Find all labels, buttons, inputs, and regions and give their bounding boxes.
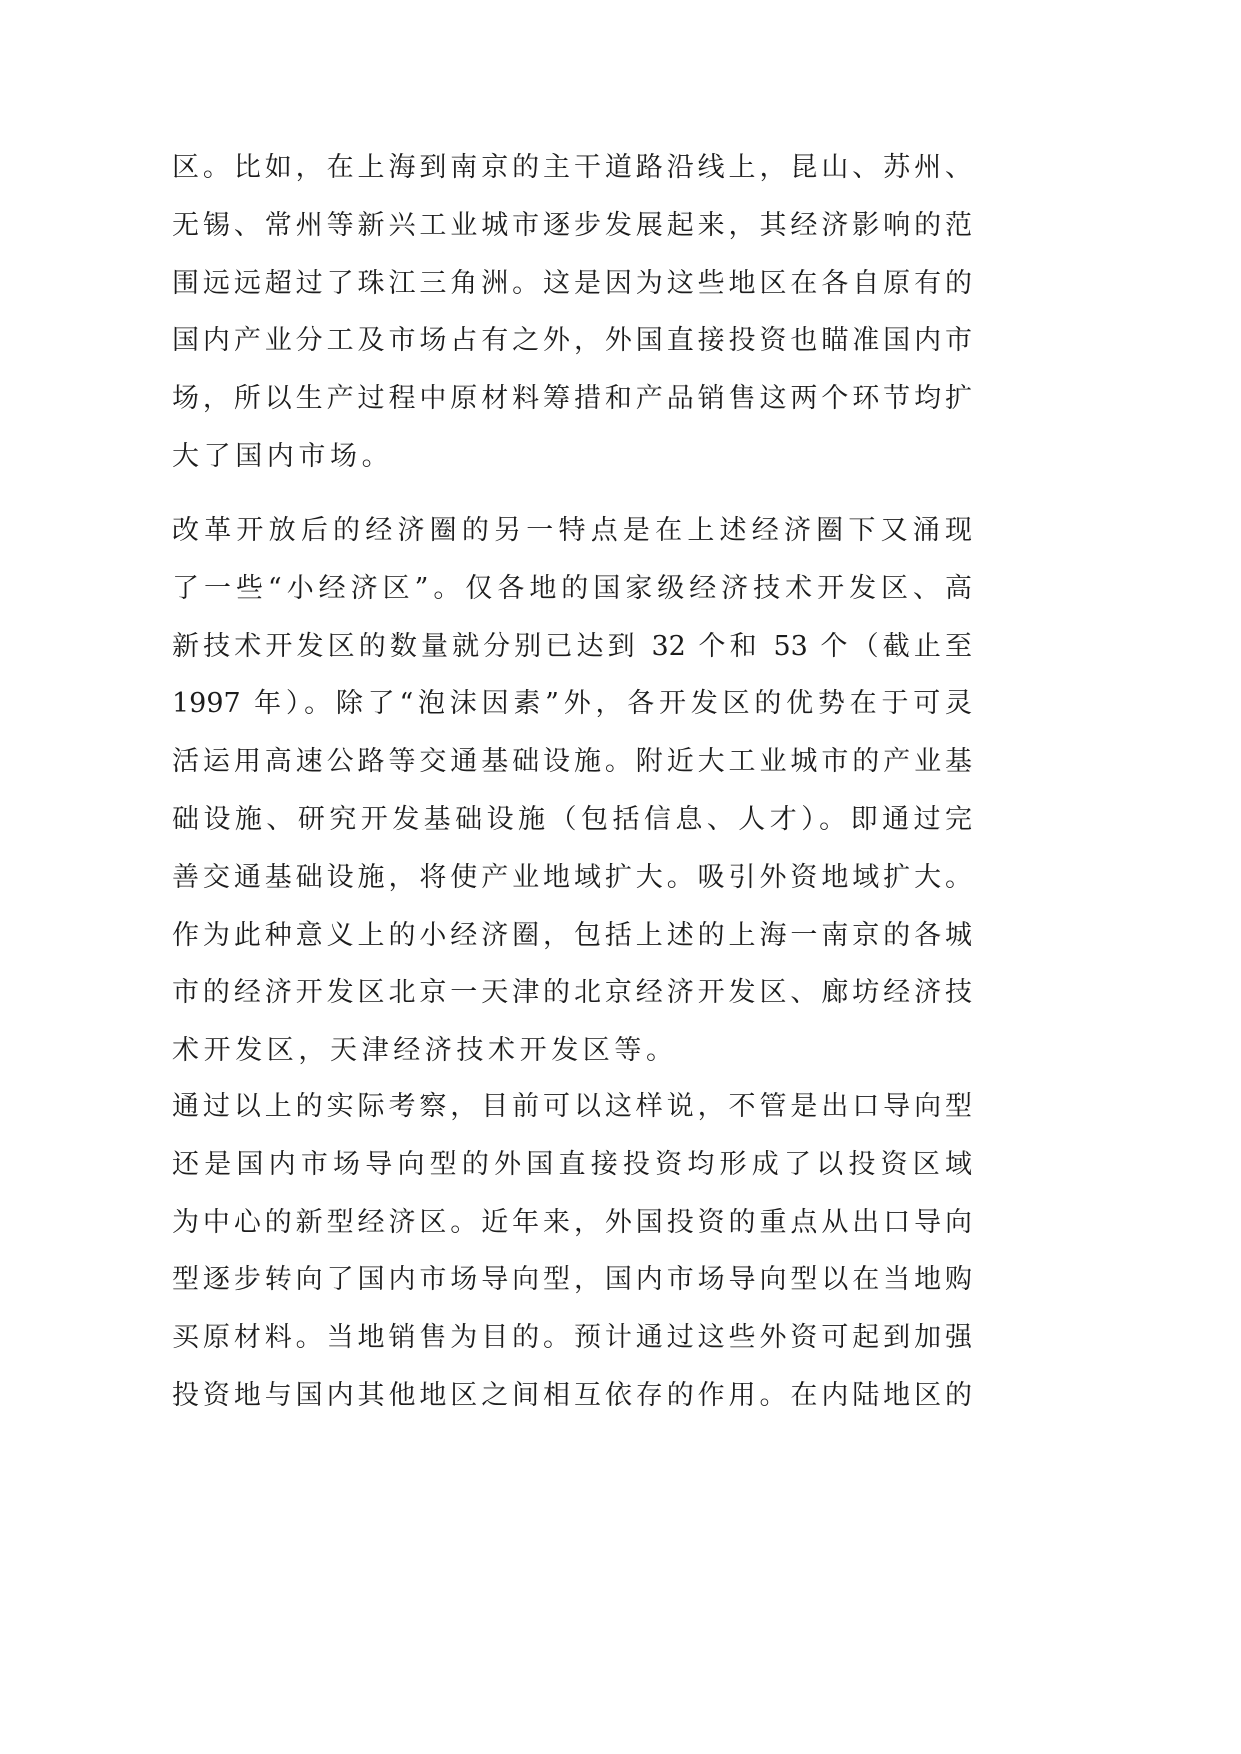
text-line: 作为此种意义上的小经济圈，包括上述的上海一南京的各城 <box>172 919 972 951</box>
text-line: 础设施、研究开发基础设施（包括信息、人才）。即通过完 <box>172 803 972 835</box>
text-line: 新技术开发区的数量就分别已达到 32 个和 53 个（截止至 <box>172 630 972 662</box>
text-line: 1997 年）。除了“泡沫因素”外，各开发区的优势在于可灵 <box>172 688 972 720</box>
text-line: 场，所以生产过程中原材料筹措和产品销售这两个环节均扩 <box>172 383 972 415</box>
paragraph-2 <box>172 502 972 1080</box>
text-line: 了一些“小经济区”。仅各地的国家级经济技术开发区、高 <box>172 572 972 604</box>
text-line: 还是国内市场导向型的外国直接投资均形成了以投资区域 <box>172 1148 972 1180</box>
text-line: 围远远超过了珠江三角洲。这是因为这些地区在各自原有的 <box>172 267 972 299</box>
text-line: 为中心的新型经济区。近年来，外国投资的重点从出口导向 <box>172 1206 972 1238</box>
paragraph-3 <box>172 1078 972 1425</box>
text-line: 型逐步转向了国内市场导向型，国内市场导向型以在当地购 <box>172 1264 972 1296</box>
text-line: 买原材料。当地销售为目的。预计通过这些外资可起到加强 <box>172 1322 972 1354</box>
text-line: 投资地与国内其他地区之间相互依存的作用。在内陆地区的 <box>172 1379 972 1411</box>
text-line: 区。比如，在上海到南京的主干道路沿线上，昆山、苏州、 <box>172 152 972 183</box>
text-line: 国内产业分工及市场占有之外，外国直接投资也瞄准国内市 <box>172 325 972 357</box>
text-line: 术开发区，天津经济技术开发区等。 <box>172 1035 678 1067</box>
text-line: 活运用高速公路等交通基础设施。附近大工业城市的产业基 <box>172 746 972 778</box>
text-line: 大了国内市场。 <box>172 440 394 472</box>
text-line: 通过以上的实际考察，目前可以这样说，不管是出口导向型 <box>172 1091 972 1122</box>
text-line: 无锡、常州等新兴工业城市逐步发展起来，其经济影响的范 <box>172 209 972 241</box>
text-line: 善交通基础设施，将使产业地域扩大。吸引外资地域扩大。 <box>172 861 972 893</box>
paragraph-1 <box>172 139 972 486</box>
text-line: 市的经济开发区北京一天津的北京经济开发区、廊坊经济技 <box>172 977 972 1009</box>
text-line: 改革开放后的经济圈的另一特点是在上述经济圈下又涌现 <box>172 515 972 546</box>
